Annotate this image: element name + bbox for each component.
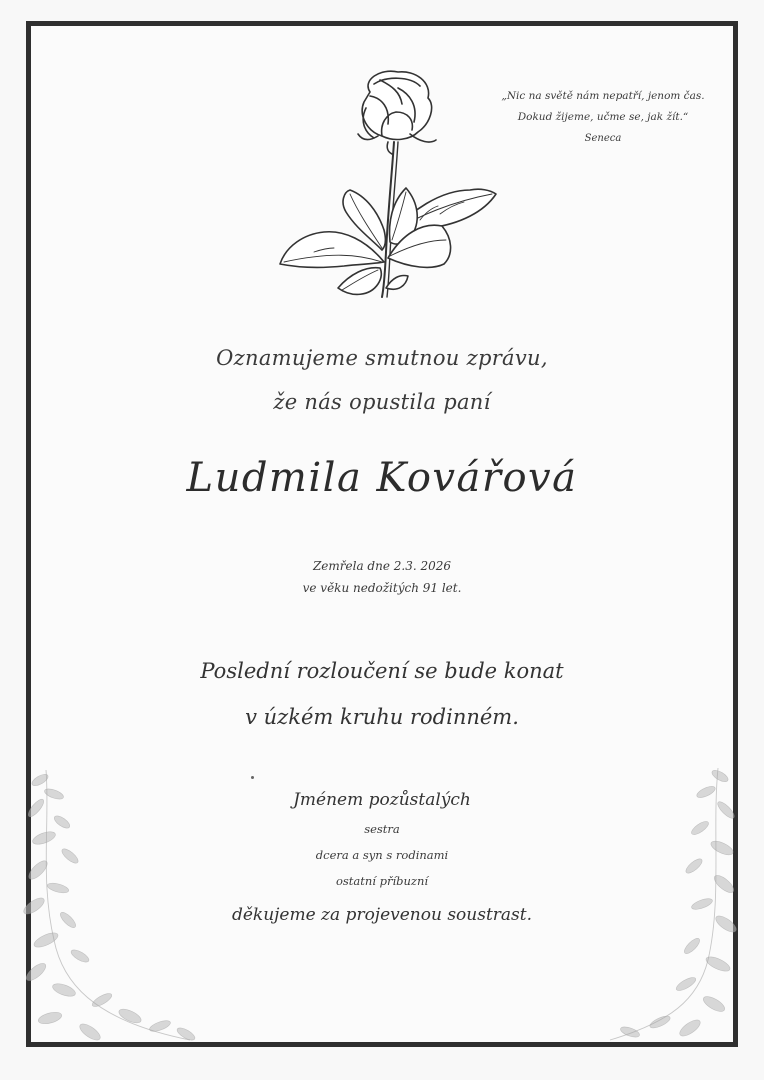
announcement <box>0 336 764 424</box>
rose-icon <box>270 62 505 307</box>
mourner-item: ostatní příbuzní <box>335 874 429 888</box>
seneca-quote <box>496 86 710 149</box>
mourner-item: dcera a syn s rodinami <box>315 848 449 862</box>
death-info <box>0 555 764 599</box>
death-age: ve věku nedožitých 91 let. <box>302 581 462 595</box>
announcement-line-2: že nás opustila paní <box>273 390 491 414</box>
thanks-line: děkujeme za projevenou soustrast. <box>231 905 533 925</box>
announcement-line-1: Oznamujeme smutnou zprávu, <box>216 346 548 370</box>
quote-line-1: „Nic na světě nám nepatří, jenom čas. <box>501 90 705 102</box>
quote-author: Seneca <box>584 133 622 144</box>
mourner-item: sestra <box>364 822 400 836</box>
deceased-name: Ludmila Kovářová <box>186 455 578 501</box>
death-date: Zemřela dne 2.3. 2026 <box>312 559 452 573</box>
mourners-title: Jménem pozůstalých <box>293 790 471 810</box>
paper-speck <box>251 776 254 779</box>
foliage-left-icon <box>10 760 210 1060</box>
farewell-line-2: v úzkém kruhu rodinném. <box>245 705 519 729</box>
foliage-right-icon <box>590 760 750 1060</box>
farewell-notice <box>0 648 764 740</box>
farewell-line-1: Poslední rozloučení se bude konat <box>200 659 564 683</box>
quote-line-2: Dokud žijeme, učme se, jak žít.“ <box>517 111 689 123</box>
